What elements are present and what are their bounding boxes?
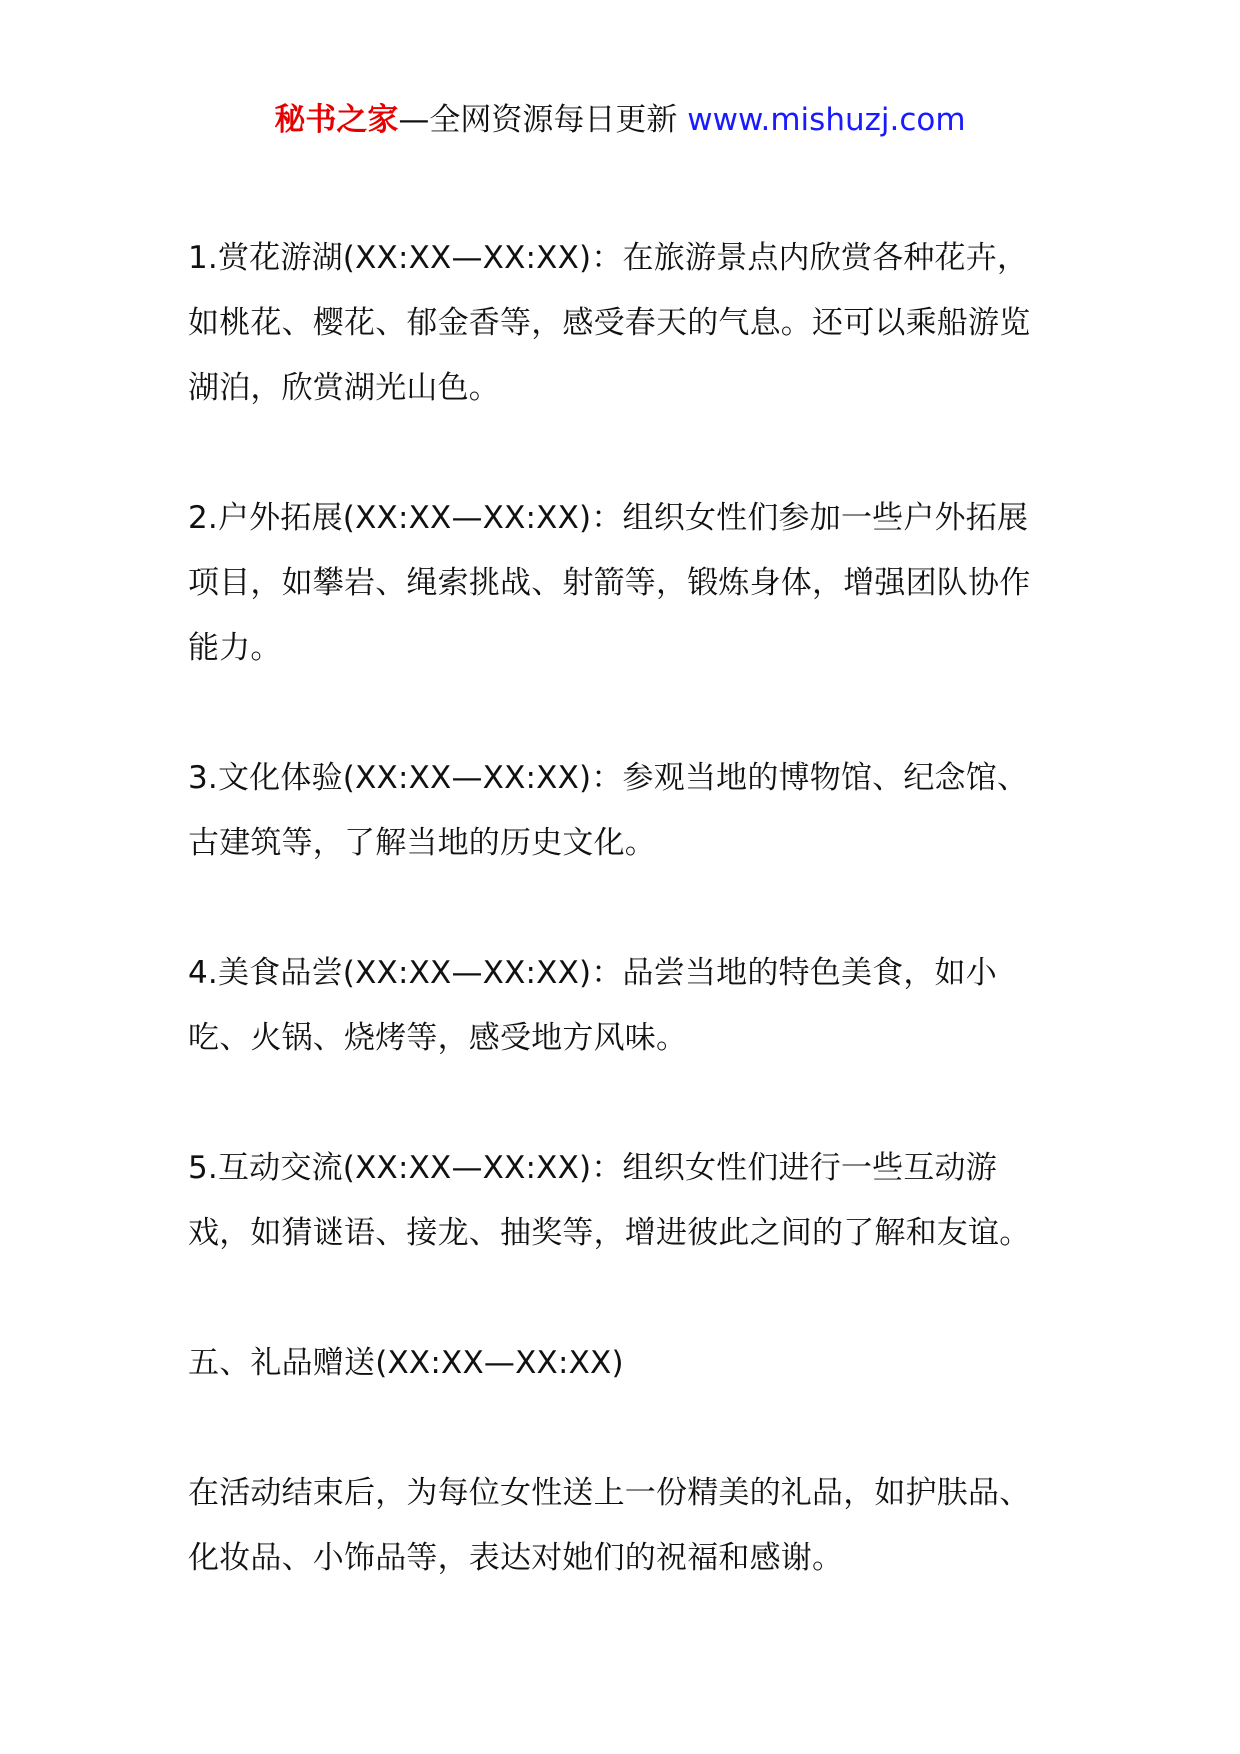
paragraph-gifts: 在活动结束后，为每位女性送上一份精美的礼品，如护肤品、化妆品、小饰品等，表达对她们的祝福和感谢。 [188,1475,1031,1576]
paragraph-activity-1: 1.赏花游湖(XX:XX—XX:XX)：在旅游景点内欣赏各种花卉，如桃花、樱花、郁金香等，感受春天的气息。还可以乘船游览湖泊，欣赏湖光山色。 [188,240,1031,406]
paragraph-activity-4: 4.美食品尝(XX:XX—XX:XX)：品尝当地的特色美食，如小吃、火锅、烧烤等，感受地方风味。 [188,955,997,1056]
paragraph-activity-5: 5.互动交流(XX:XX—XX:XX)：组织女性们进行一些互动游戏，如猜谜语、接龙、抽奖等，增进彼此之间的了解和友谊。 [188,1150,1031,1251]
document-body [188,226,1058,1591]
paragraph-activity-3: 3.文化体验(XX:XX—XX:XX)：参观当地的博物馆、纪念馆、古建筑等，了解当地的历史文化。 [188,760,1029,861]
header-tagline: —全网资源每日更新 [398,102,678,138]
page-header [0,98,1240,142]
section-heading-gifts: 五、礼品赠送(XX:XX—XX:XX) [188,1345,624,1381]
brand-name: 秘书之家 [274,102,399,138]
site-url-link[interactable]: www.mishuzj.com [687,102,966,138]
paragraph-activity-2: 2.户外拓展(XX:XX—XX:XX)：组织女性们参加一些户外拓展项目，如攀岩、绳索挑战、射箭等，锻炼身体，增强团队协作能力。 [188,500,1031,666]
